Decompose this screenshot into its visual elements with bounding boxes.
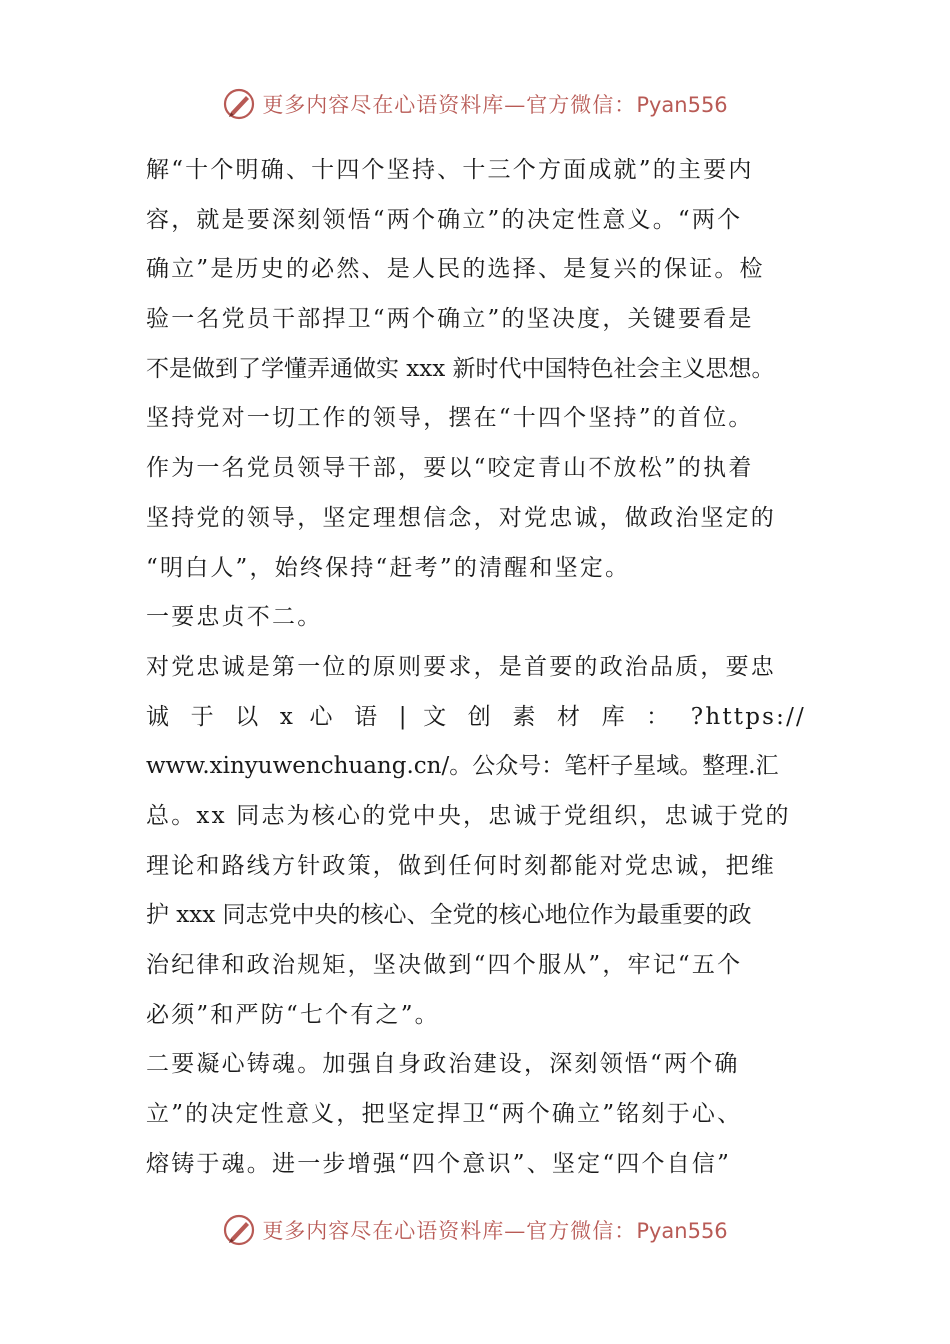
body-line: 确立”是历史的必然、是人民的选择、是复兴的保证。检: [146, 256, 765, 283]
banner-label: 更多内容尽在心语资料库—官方微信：: [262, 93, 637, 117]
section-heading: 一要忠贞不二。: [146, 604, 323, 631]
body-line: www.xinyuwenchuang.cn/。公众号：笔杆子星域。整理.汇: [146, 753, 779, 780]
body-line: 诚 于 以 x 心 语 | 文 创 素 材 库 ： ?https://: [146, 703, 806, 730]
body-line: 护 xxx 同志党中央的核心、全党的核心地位作为最重要的政: [146, 902, 752, 929]
document-body: [146, 146, 806, 1189]
banner-label: 更多内容尽在心语资料库—官方微信：: [262, 1219, 637, 1243]
header-banner: [0, 84, 950, 124]
body-line: 不是做到了学懂弄通做实 xxx 新时代中国特色社会主义思想。: [146, 355, 775, 382]
body-line: 验一名党员干部捍卫“两个确立”的坚决度，关键要看是: [146, 306, 754, 333]
banner-text: [262, 1215, 727, 1245]
body-line: 治纪律和政治规矩，坚决做到“四个服从”，牢记“五个: [146, 952, 743, 978]
body-line: 理论和路线方针政策，做到任何时刻都能对党忠诚，把维: [146, 852, 776, 879]
body-line: 坚持党对一切工作的领导，摆在“十四个坚持”的首位。: [146, 405, 754, 432]
banner-wechat-id: Pyan556: [636, 93, 728, 117]
body-line: 作为一名党员领导干部，要以“咬定青山不放松”的执着: [146, 455, 754, 482]
footer-banner: [0, 1210, 950, 1250]
body-line: 对党忠诚是第一位的原则要求，是首要的政治品质，要忠: [146, 653, 776, 680]
body-line: 立”的决定性意义，把坚定捍卫“两个确立”铭刻于心、: [146, 1101, 743, 1128]
body-line: “明白人”，始终保持“赶考”的清醒和坚定。: [146, 554, 631, 581]
banner-wechat-id: Pyan556: [636, 1219, 728, 1243]
body-line: 熔铸于魂。进一步增强“四个意识”、坚定“四个自信”: [146, 1150, 732, 1177]
body-line: 总。xx 同志为核心的党中央，忠诚于党组织，忠诚于党的: [146, 802, 791, 829]
body-line: 容，就是要深刻领悟“两个确立”的决定性意义。“两个: [146, 206, 743, 233]
banner-text: [262, 89, 727, 119]
pen-logo-icon: [222, 87, 256, 121]
pen-logo-icon: [222, 1213, 256, 1247]
body-line: 解“十个明确、十四个坚持、十三个方面成就”的主要内: [146, 157, 754, 183]
body-line: 二要凝心铸魂。加强自身政治建设，深刻领悟“两个确: [146, 1051, 740, 1078]
body-line: 必须”和严防“七个有之”。: [146, 1001, 440, 1028]
body-line: 坚持党的领导，坚定理想信念，对党忠诚，做政治坚定的: [146, 504, 776, 531]
